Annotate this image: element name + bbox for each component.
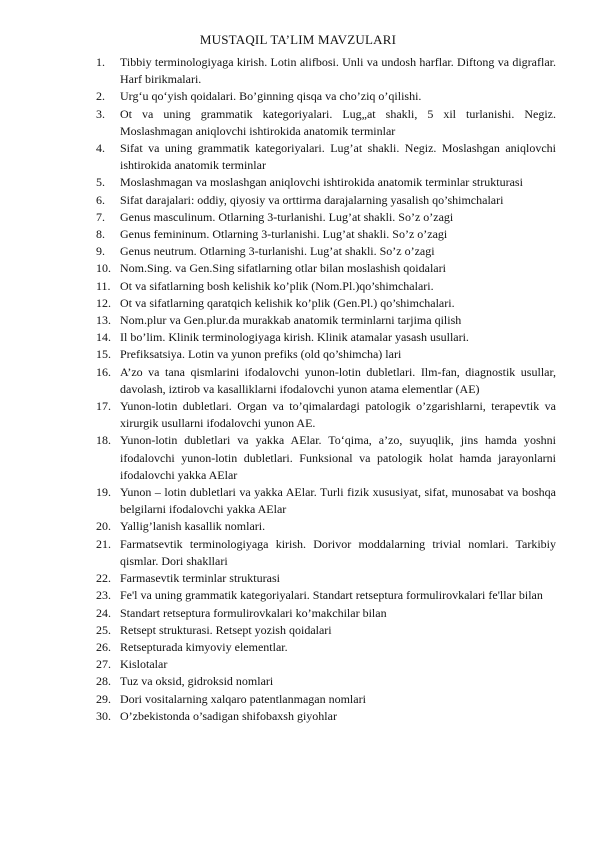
topic-item — [98, 226, 556, 243]
topic-item — [98, 346, 556, 363]
topic-text: A’zo va tana qismlarini ifodalovchi yunon-lotin dubletlari. Ilm-fan, diagnostik usullar, davolash, iztirob va kasalliklarni ifodalovchi yunon atama elementlar (AE) — [120, 364, 556, 396]
topic-number: 21. — [96, 536, 111, 551]
topic-item — [98, 295, 556, 312]
topic-number: 4. — [96, 141, 105, 156]
topic-item — [98, 622, 556, 639]
topic-item — [98, 673, 556, 690]
topic-item — [98, 605, 556, 622]
topic-number: 10. — [96, 261, 111, 276]
topic-item — [98, 432, 556, 484]
topic-number: 13. — [96, 313, 111, 328]
topic-text: Farmatsevtik terminologiyaga kirish. Dorivor moddalarning trivial nomlari. Tarkibiy qismlar. Dori shakllari — [120, 536, 556, 568]
topic-item — [98, 656, 556, 673]
topic-number: 16. — [96, 364, 111, 379]
topic-number: 6. — [96, 192, 105, 207]
topic-text: Fe'l va uning grammatik kategoriyalari. Standart retseptura formulirovkalari fe'llar bilan — [120, 588, 543, 603]
topic-item — [98, 691, 556, 708]
topic-text: Yunon – lotin dubletlari va yakka AElar. Turli fizik xususiyat, sifat, munosabat va boshqa belgilarni ifodalovchi yakka AElar — [120, 485, 556, 517]
topic-text: Tuz va oksid, gidroksid nomlari — [120, 674, 274, 689]
topic-item — [98, 587, 556, 604]
topic-number: 3. — [96, 106, 105, 121]
topic-text: Moslashmagan va moslashgan aniqlovchi ishtirokida anatomik terminlar strukturasi — [120, 175, 523, 190]
topic-item — [98, 54, 556, 88]
topic-item — [98, 174, 556, 191]
topic-text: Yunon-lotin dubletlari. Organ va to’qimalardagi patologik o’zgarishlarni, terapevtik va xirurgik usullarni ifodalovchi yunon AE. — [120, 399, 556, 431]
topic-text: Nom.Sing. va Gen.Sing sifatlarning otlar bilan moslashish qoidalari — [120, 261, 446, 276]
topic-text: Prefiksatsiya. Lotin va yunon prefiks (old qo’shimcha) lari — [120, 347, 402, 362]
topic-item — [98, 278, 556, 295]
topic-text: Sifat darajalari: oddiy, qiyosiy va orttirma darajalarning yasalish qo’shimchalari — [120, 192, 504, 207]
topic-item — [98, 364, 556, 398]
topic-item — [98, 106, 556, 140]
topic-text: Il bo’lim. Klinik terminologiyaga kirish. Klinik atamalar yasash usullari. — [120, 330, 469, 345]
topic-text: Retsepturada kimyoviy elementlar. — [120, 639, 288, 654]
topic-item — [98, 708, 556, 725]
topic-item — [98, 192, 556, 209]
topic-number: 26. — [96, 639, 111, 654]
topic-number: 22. — [96, 571, 111, 586]
topic-number: 11. — [96, 278, 111, 293]
topic-text: Ot va sifatlarning bosh kelishik ko’plik (Nom.Pl.)qo’shimchalari. — [120, 278, 434, 293]
topic-number: 12. — [96, 295, 111, 310]
topic-number: 18. — [96, 433, 111, 448]
topic-item — [98, 88, 556, 105]
topic-text: Genus masculinum. Otlarning 3-turlanishi. Lug’at shakli. So’z o’zagi — [120, 209, 454, 224]
topic-text: Genus femininum. Otlarning 3-turlanishi. Lug’at shakli. So’z o’zagi — [120, 227, 448, 242]
topic-item — [98, 329, 556, 346]
topic-number: 19. — [96, 485, 111, 500]
topic-number: 20. — [96, 519, 111, 534]
topic-number: 28. — [96, 674, 111, 689]
topic-number: 7. — [96, 209, 105, 224]
topic-item — [98, 484, 556, 518]
topic-number: 24. — [96, 605, 111, 620]
topic-text: Genus neutrum. Otlarning 3-turlanishi. Lug’at shakli. So’z o’zagi — [120, 244, 435, 259]
topic-text: O’zbekistonda o’sadigan shifobaxsh giyohlar — [120, 708, 337, 723]
topic-number: 1. — [96, 55, 105, 69]
topic-number: 9. — [96, 244, 105, 259]
topic-text: Yallig’lanish kasallik nomlari. — [120, 519, 266, 534]
topic-number: 23. — [96, 588, 111, 603]
topic-text: Standart retseptura formulirovkalari ko’makchilar bilan — [120, 605, 387, 620]
topic-number: 8. — [96, 227, 105, 242]
topic-number: 27. — [96, 657, 111, 672]
topic-number: 29. — [96, 691, 111, 706]
topic-number: 15. — [96, 347, 111, 362]
topic-text: Retsept strukturasi. Retsept yozish qoidalari — [120, 622, 332, 637]
topic-number: 2. — [96, 89, 105, 104]
topic-number: 14. — [96, 330, 111, 345]
topic-item — [98, 243, 556, 260]
topic-text: Kislotalar — [120, 657, 168, 672]
topic-number: 17. — [96, 399, 111, 414]
topic-item — [98, 398, 556, 432]
topic-text: Nom.plur va Gen.plur.da murakkab anatomik terminlarni tarjima qilish — [120, 313, 462, 328]
topic-item — [98, 536, 556, 570]
topic-text: Ot va uning grammatik kategoriyalari. Lug„at shakli, 5 xil turlanishi. Negiz. Moslashmagan aniqlovchi ishtirokida anatomik terminlar — [120, 106, 556, 138]
topic-item — [98, 639, 556, 656]
topic-number: 5. — [96, 175, 105, 190]
topic-text: Dori vositalarning xalqaro patentlanmagan nomlari — [120, 691, 366, 706]
topic-item — [98, 312, 556, 329]
topic-item — [98, 260, 556, 277]
topic-text: Yunon-lotin dubletlari va yakka AElar. To‘qima, a’zo, suyuqlik, jins hamda yoshni ifodalovchi yunon-lotin dubletlari. Funksional va patologik holat hamda jarayonlarni ifodalovchi yakka AElar — [120, 433, 556, 482]
topic-text: Ot va sifatlarning qaratqich kelishik ko’plik (Gen.Pl.) qo’shimchalari. — [120, 295, 455, 310]
topic-text: Tibbiy terminologiyaga kirish. Lotin alifbosi. Unli va undosh harflar. Diftong va digraflar. Harf birikmalari. — [120, 55, 556, 87]
topic-text: Farmasevtik terminlar strukturasi — [120, 571, 280, 586]
topic-item — [98, 518, 556, 535]
topic-text: Sifat va uning grammatik kategoriyalari. Lug’at shakli. Negiz. Moslashgan aniqlovchi ishtirokida anatomik terminlar — [120, 141, 556, 173]
topic-number: 30. — [96, 708, 111, 723]
topic-item — [98, 570, 556, 587]
topic-item — [98, 140, 556, 174]
topic-list — [98, 54, 556, 725]
topic-text: Urg‘u qo‘yish qoidalari. Bo’ginning qisqa va cho’ziq o’qilishi. — [120, 89, 422, 104]
topic-item — [98, 209, 556, 226]
topic-number: 25. — [96, 622, 111, 637]
page-title: MUSTAQIL TA’LIM MAVZULARI — [199, 32, 397, 47]
